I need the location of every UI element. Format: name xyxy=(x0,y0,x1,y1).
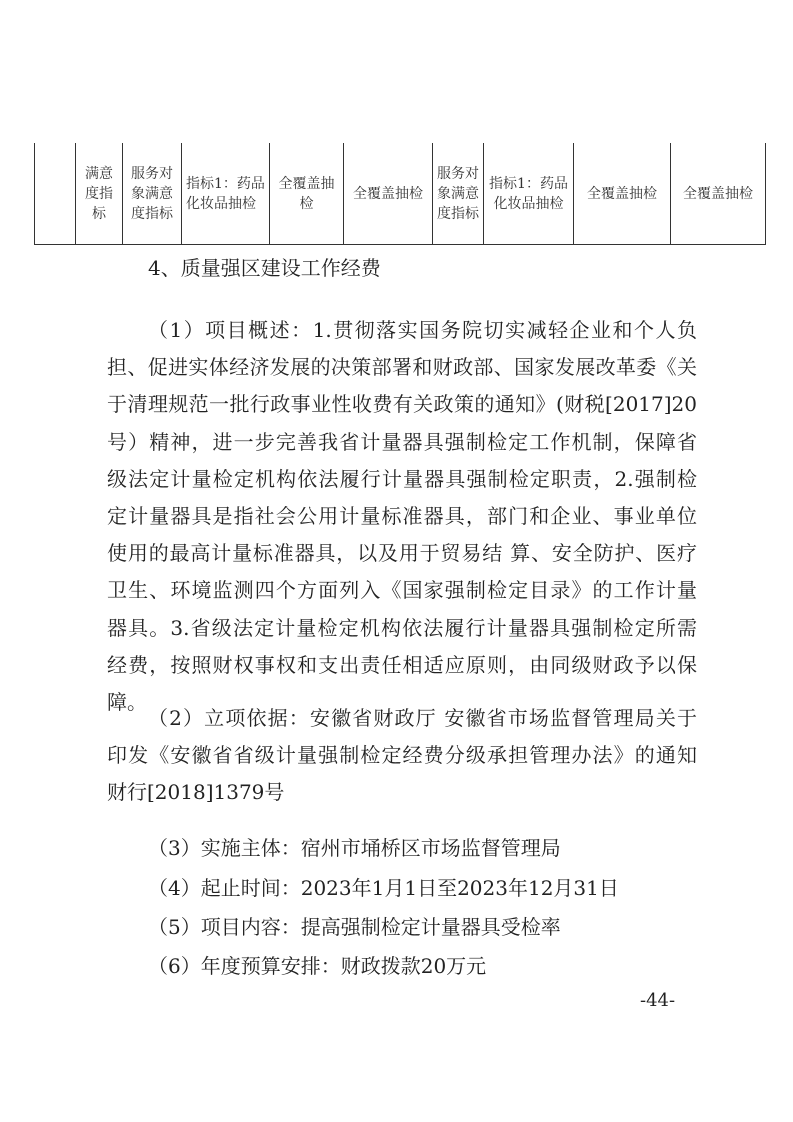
table-cell: 全覆盖抽检 xyxy=(671,143,766,245)
paragraph-line: 财行[2018]1379号 xyxy=(107,780,285,805)
paragraph-line: 障。 xyxy=(107,690,147,714)
table-cell: 服务对象满意度指标 xyxy=(433,143,484,245)
table-row xyxy=(35,143,766,245)
indicator-table xyxy=(34,143,766,245)
paragraph-line: 级法定计量检定机构依法履行计量器具强制检定职责，2.强制检 xyxy=(107,466,697,491)
paragraph-line: 经费，按照财权事权和支出责任相适应原则，由同级财政予以保 xyxy=(107,652,697,677)
paragraph-line: 卫生、环境监测四个方面列入《国家强制检定目录》的工作计量 xyxy=(107,578,697,603)
list-item: （5）项目内容：提高强制检定计量器具受检率 xyxy=(148,915,561,939)
table-cell: 全覆盖抽检 xyxy=(270,143,344,245)
paragraph-line: 器具。3.省级法定计量检定机构依法履行计量器具强制检定所需 xyxy=(107,615,697,640)
table-cell: 满意度指标 xyxy=(76,143,123,245)
paragraph-line: （2）立项依据：安徽省财政厅 安徽省市场监督管理局关于 xyxy=(148,706,697,730)
list-item: （3）实施主体：宿州市埇桥区市场监督管理局 xyxy=(148,836,561,860)
page-number: -44- xyxy=(640,990,676,1011)
table-cell: 全覆盖抽检 xyxy=(344,143,433,245)
paragraph-line: 号）精神，进一步完善我省计量器具强制检定工作机制，保障省 xyxy=(107,429,697,454)
paragraph-line: 定计量器具是指社会公用计量标准器具，部门和企业、事业单位 xyxy=(107,504,697,528)
paragraph-line: 担、促进实体经济发展的决策部署和财政部、国家发展改革委《关 xyxy=(107,355,697,380)
list-item: （6）年度预算安排：财政拨款20万元 xyxy=(148,954,487,978)
table-cell: 全覆盖抽检 xyxy=(574,143,671,245)
table-cell: 服务对象满意度指标 xyxy=(123,143,182,245)
paragraph-line: （1）项目概述：1.贯彻落实国务院切实减轻企业和个人负 xyxy=(148,318,697,342)
paragraph-line: 使用的最高计量标准器具，以及用于贸易结 算、安全防护、医疗 xyxy=(107,541,697,566)
table-cell xyxy=(35,143,76,245)
section-heading: 4、质量强区建设工作经费 xyxy=(148,256,381,280)
table-cell: 指标1：药品化妆品抽检 xyxy=(484,143,574,245)
table-cell: 指标1：药品化妆品抽检 xyxy=(182,143,270,245)
paragraph-line: 印发《安徽省省级计量强制检定经费分级承担管理办法》的通知 xyxy=(107,743,697,768)
paragraph-line: 于清理规范一批行政事业性收费有关政策的通知》(财税[2017]20 xyxy=(107,392,697,417)
list-item: （4）起止时间：2023年1月1日至2023年12月31日 xyxy=(148,876,619,900)
